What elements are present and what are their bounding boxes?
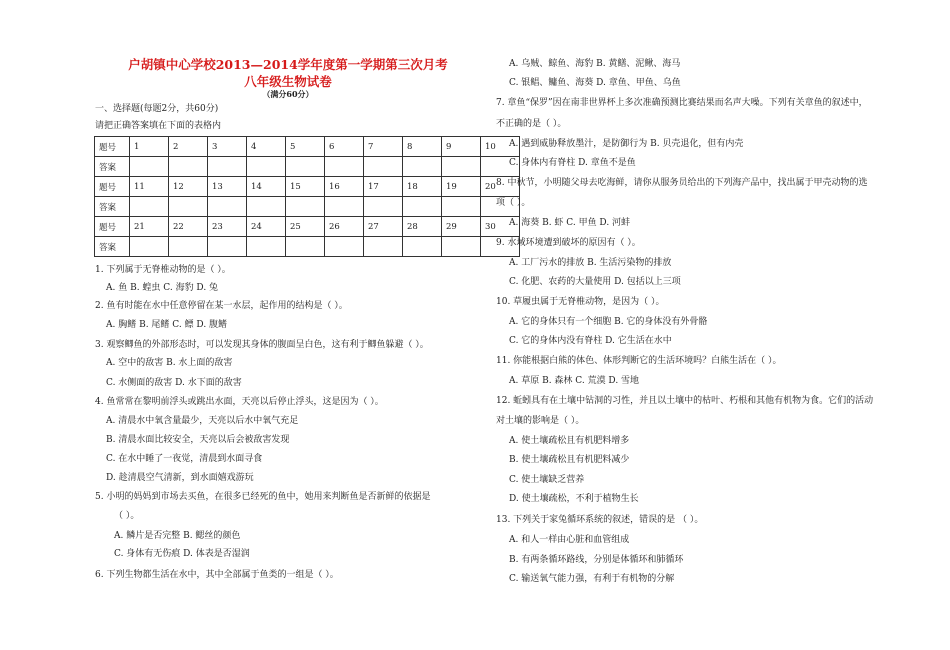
- answer-cell[interactable]: [325, 157, 364, 177]
- answer-cell[interactable]: [286, 237, 325, 257]
- answer-cell[interactable]: [364, 157, 403, 177]
- answer-label: 答案: [95, 197, 130, 217]
- answer-option: A. 胸鳍 B. 尾鳍 C. 鳔 D. 腹鳍: [106, 320, 228, 330]
- table-question-row: [95, 137, 520, 157]
- answer-option: C. 化肥、农药的大量使用 D. 包括以上三项: [509, 277, 681, 287]
- answer-option: A. 海葵 B. 虾 C. 甲鱼 D. 河蚌: [509, 218, 631, 228]
- question-number-cell: 22: [169, 217, 208, 237]
- question-number-cell: 19: [442, 177, 481, 197]
- answer-cell[interactable]: [364, 237, 403, 257]
- question-text: 8. 中秋节，小明随父母去吃海鲜，请你从服务员给出的下列海产品中，找出属于甲壳动物的选: [496, 178, 868, 188]
- answer-label: 答案: [95, 157, 130, 177]
- question-text: 5. 小明的妈妈到市场去买鱼，在很多已经死的鱼中，她用来判断鱼是否新鲜的依据是: [95, 492, 431, 502]
- question-number-cell: 25: [286, 217, 325, 237]
- answer-option: 项（ ）。: [496, 198, 531, 208]
- answer-label: 答案: [95, 237, 130, 257]
- exam-subject-title: 八年级生物试卷: [244, 74, 332, 89]
- answer-option: A. 它的身体只有一个细胞 B. 它的身体没有外骨骼: [509, 317, 708, 327]
- answer-option: A. 空中的敌害 B. 水上面的敌害: [106, 358, 233, 368]
- answer-cell[interactable]: [403, 197, 442, 217]
- question-number-cell: 20: [481, 177, 520, 197]
- answer-option: A. 鳞片是否完整 B. 鳃丝的颜色: [114, 531, 241, 541]
- answer-option: A. 鱼 B. 蝗虫 C. 海豹 D. 兔: [106, 283, 219, 293]
- question-text: 9. 水域环境遭到破坏的原因有（ ）。: [496, 238, 641, 248]
- answer-cell[interactable]: [364, 197, 403, 217]
- answer-cell[interactable]: [208, 197, 247, 217]
- answer-cell[interactable]: [286, 157, 325, 177]
- answer-option: C. 它的身体内没有脊柱 D. 它生活在水中: [509, 336, 672, 346]
- answer-cell[interactable]: [325, 197, 364, 217]
- answer-cell[interactable]: [130, 197, 169, 217]
- answer-option: 不正确的是（ ）。: [496, 119, 567, 129]
- answer-cell[interactable]: [247, 157, 286, 177]
- question-number-cell: 29: [442, 217, 481, 237]
- answer-cell[interactable]: [286, 197, 325, 217]
- answer-option: 对土壤的影响是（ ）。: [496, 416, 585, 426]
- table-question-row: [95, 217, 520, 237]
- question-number-cell: 3: [208, 137, 247, 157]
- answer-option: C. 水侧面的敌害 D. 水下面的敌害: [106, 378, 242, 388]
- question-number-cell: 26: [325, 217, 364, 237]
- answer-cell[interactable]: [208, 237, 247, 257]
- answer-option: A. 乌贼、鲸鱼、海豹 B. 黄鳝、泥鳅、海马: [509, 59, 681, 69]
- answer-option: A. 使土壤疏松且有机肥料增多: [509, 436, 630, 446]
- question-text: 3. 观察鲫鱼的外部形态时，可以发现其身体的腹面呈白色，这有利于鲫鱼躲避（ ）。: [95, 340, 429, 350]
- question-text: 7. 章鱼“保罗”因在南非世界杯上多次准确预测比赛结果而名声大噪。下列有关章鱼的叙述中，: [496, 98, 868, 108]
- question-text: 1. 下列属于无脊椎动物的是（ ）。: [95, 265, 231, 275]
- question-number-cell: 16: [325, 177, 364, 197]
- answer-cell[interactable]: [247, 197, 286, 217]
- full-score-note: （满分60分）: [262, 89, 314, 99]
- answer-option: A. 遇到威胁释放墨汁，是防御行为 B. 贝壳退化，但有内壳: [509, 139, 744, 149]
- answer-option: B. 清晨水面比较安全，天亮以后会被敌害发现: [106, 435, 290, 445]
- question-number-cell: 7: [364, 137, 403, 157]
- answer-option: C. 银鲳、鳙鱼、海葵 D. 章鱼、甲鱼、乌鱼: [509, 78, 681, 88]
- question-number-label: 题号: [95, 217, 130, 237]
- answer-cell[interactable]: [169, 197, 208, 217]
- answer-option: C. 输送氧气能力强，有利于有机物的分解: [509, 574, 675, 584]
- answer-cell[interactable]: [130, 237, 169, 257]
- question-text: 2. 鱼有时能在水中任意停留在某一水层，起作用的结构是（ ）。: [95, 301, 348, 311]
- answer-cell[interactable]: [130, 157, 169, 177]
- answer-cell[interactable]: [403, 237, 442, 257]
- question-number-cell: 9: [442, 137, 481, 157]
- section-heading: 一、选择题(每题2分，共60分): [95, 104, 219, 114]
- question-text: 13. 下列关于家兔循环系统的叙述，错误的是 （ ）。: [496, 515, 704, 525]
- question-number-cell: 30: [481, 217, 520, 237]
- question-number-cell: 5: [286, 137, 325, 157]
- answer-cell[interactable]: [442, 237, 481, 257]
- answer-cell[interactable]: [208, 157, 247, 177]
- question-text: 12. 蚯蚓具有在土壤中钻洞的习性，并且以土壤中的枯叶、朽根和其他有机物为食。它们的活动: [496, 396, 874, 406]
- table-instruction: 请把正确答案填在下面的表格内: [95, 121, 222, 131]
- answer-option: A. 草原 B. 森林 C. 荒漠 D. 雪地: [509, 376, 640, 386]
- answer-cell[interactable]: [442, 157, 481, 177]
- answer-cell[interactable]: [247, 237, 286, 257]
- question-number-cell: 21: [130, 217, 169, 237]
- answer-option: D. 使土壤疏松，不利于植物生长: [509, 494, 639, 504]
- answer-option: B. 有两条循环路线，分别是体循环和肺循环: [509, 555, 684, 565]
- question-number-cell: 18: [403, 177, 442, 197]
- question-number-label: 题号: [95, 137, 130, 157]
- question-number-cell: 14: [247, 177, 286, 197]
- answer-option: C. 身体内有脊柱 D. 章鱼不是鱼: [509, 158, 636, 168]
- question-number-cell: 24: [247, 217, 286, 237]
- answer-cell[interactable]: [325, 237, 364, 257]
- answer-cell[interactable]: [442, 197, 481, 217]
- question-number-label: 题号: [95, 177, 130, 197]
- question-number-cell: 10: [481, 137, 520, 157]
- question-number-cell: 17: [364, 177, 403, 197]
- question-number-cell: 1: [130, 137, 169, 157]
- answer-option: C. 身体有无伤痕 D. 体表是否湿润: [114, 549, 250, 559]
- question-number-cell: 6: [325, 137, 364, 157]
- question-number-cell: 8: [403, 137, 442, 157]
- question-number-cell: 27: [364, 217, 403, 237]
- table-question-row: [95, 177, 520, 197]
- question-number-cell: 13: [208, 177, 247, 197]
- answer-cell[interactable]: [169, 157, 208, 177]
- question-text: 4. 鱼常常在黎明前浮头或跳出水面，天亮以后停止浮头，这是因为（ ）。: [95, 397, 384, 407]
- table-answer-row: [95, 197, 520, 217]
- table-answer-row: [95, 157, 520, 177]
- question-text: 10. 草履虫属于无脊椎动物，是因为（ ）。: [496, 297, 665, 307]
- answer-cell[interactable]: [169, 237, 208, 257]
- question-text: 11. 你能根据白熊的体色、体形判断它的生活环境吗？白熊生活在（ ）。: [496, 356, 782, 366]
- answer-option: A. 和人一样由心脏和血管组成: [509, 535, 630, 545]
- question-number-cell: 4: [247, 137, 286, 157]
- question-text: 6. 下列生物都生活在水中，其中全部属于鱼类的一组是（ ）。: [95, 570, 339, 580]
- answer-option: A. 清晨水中氧含量最少，天亮以后水中氧气充足: [106, 416, 299, 426]
- question-number-cell: 2: [169, 137, 208, 157]
- question-number-cell: 12: [169, 177, 208, 197]
- question-number-cell: 11: [130, 177, 169, 197]
- question-number-cell: 23: [208, 217, 247, 237]
- answer-cell[interactable]: [403, 157, 442, 177]
- table-answer-row: [95, 237, 520, 257]
- answer-option: A. 工厂污水的排放 B. 生活污染物的排放: [509, 258, 672, 268]
- question-number-cell: 15: [286, 177, 325, 197]
- answer-option: D. 趁清晨空气清新，到水面嬉戏游玩: [106, 473, 254, 483]
- answer-option: （ ）。: [114, 511, 140, 521]
- school-exam-title: 户胡镇中心学校2013—2014学年度第一学期第三次月考: [128, 57, 448, 72]
- answer-table: [94, 136, 520, 257]
- question-number-cell: 28: [403, 217, 442, 237]
- answer-option: C. 使土壤缺乏营养: [509, 475, 585, 485]
- answer-option: B. 使土壤疏松且有机肥料减少: [509, 455, 630, 465]
- answer-option: C. 在水中睡了一夜觉，清晨到水面寻食: [106, 454, 263, 464]
